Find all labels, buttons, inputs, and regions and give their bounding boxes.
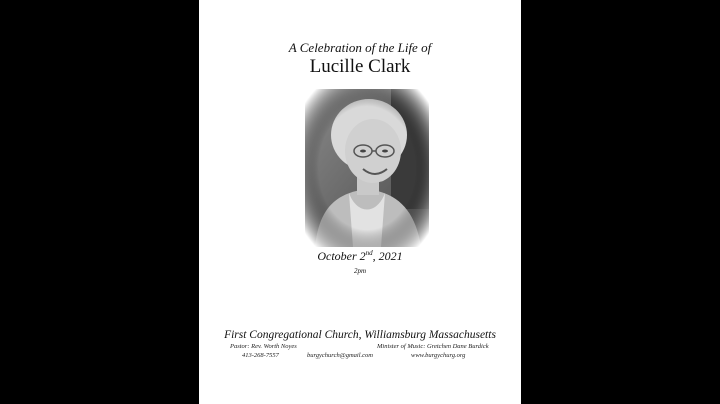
portrait-photo	[305, 89, 429, 247]
program-page	[199, 0, 521, 404]
pastor-text: Pastor: Rev. Worth Noyes	[230, 343, 297, 350]
service-time: 2pm	[353, 267, 367, 275]
minister-text: Minister of Music: Gretchen Dane Burdick	[377, 343, 489, 350]
church-name: First Congregational Church, Williamsburg Massachusetts	[224, 329, 496, 341]
email-text: burgychurch@gmail.com	[307, 352, 373, 359]
deceased-name: Lucille Clark	[309, 56, 411, 77]
phone-text: 413-268-7557	[242, 352, 279, 359]
celebration-heading: A Celebration of the Life of	[288, 40, 432, 55]
service-date: October 2nd, 2021	[317, 249, 403, 263]
website-text: www.burgychurg.org	[411, 352, 466, 359]
